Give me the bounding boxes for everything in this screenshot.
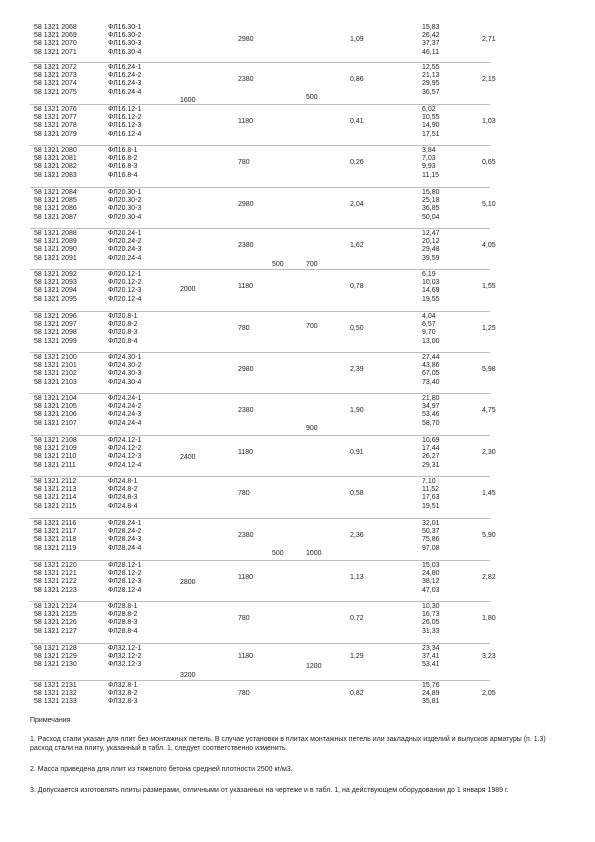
- product-code: 58 1321 2088: [34, 230, 77, 237]
- product-code: 58 1321 2115: [34, 502, 77, 510]
- slab-length: 1180: [238, 574, 254, 582]
- product-code: 58 1321 2103: [34, 378, 77, 386]
- product-code: 58 1321 2083: [34, 171, 77, 179]
- concrete-volume: 1,62: [350, 242, 364, 250]
- concrete-volume: 0,86: [350, 76, 364, 84]
- product-code: 58 1321 2105: [34, 403, 77, 411]
- note-1: 1. Расход стали указан для плит без монтажных петель. В случае установки в плитах монтажных петель или закладных изделий и выпусков арматуры (п. 1.3) расход стали на плиту, указанный в табл. 1, следует соответственно изменить.: [30, 736, 546, 752]
- product-code: 58 1321 2078: [34, 122, 77, 130]
- steel-weight: 10,30: [422, 603, 440, 610]
- slab-mark: ФЛ20.30-2: [108, 197, 142, 205]
- slab-mass: 4,05: [482, 242, 496, 250]
- slab-height: 1000: [306, 550, 322, 557]
- product-code: 58 1321 2087: [34, 213, 77, 221]
- slab-mark: ФЛ28.8-2: [108, 611, 138, 619]
- slab-mark: ФЛ24.30-4: [108, 378, 142, 386]
- row-group-separator: [30, 62, 490, 63]
- steel-weight: 23,34: [422, 645, 440, 652]
- steel-weight: 19,55: [422, 295, 440, 303]
- product-code: 58 1321 2092: [34, 271, 77, 278]
- slab-mass: 1,55: [482, 283, 496, 291]
- note-3: 3. Допускается изготовлять плиты размерами, отличными от указанных на чертеже и в табл. 1, на действующем оборудовании до 1 января 1989 г.: [30, 787, 509, 794]
- steel-weight: 10,03: [422, 279, 440, 287]
- slab-mark: ФЛ24.24-3: [108, 411, 142, 419]
- slab-mass: 1,03: [482, 118, 496, 126]
- product-code: 58 1321 2093: [34, 279, 77, 287]
- steel-weight: 37,41: [422, 653, 440, 661]
- product-code: 58 1321 2085: [34, 197, 77, 205]
- product-code: 58 1321 2069: [34, 32, 77, 40]
- product-code: 58 1321 2133: [34, 698, 77, 706]
- product-code: 58 1321 2096: [34, 313, 77, 320]
- steel-weight: 37,37: [422, 40, 440, 48]
- product-code: 58 1321 2116: [34, 520, 77, 527]
- steel-weight: 9,70: [422, 329, 436, 337]
- steel-weight: 36,85: [422, 205, 440, 213]
- product-code: 58 1321 2070: [34, 40, 77, 48]
- product-code: 58 1321 2072: [34, 64, 77, 71]
- steel-weight: 21,13: [422, 72, 440, 80]
- note-2: 2. Масса приведена для плит из тяжелого бетона средней плотности 2500 кг/м3.: [30, 766, 293, 773]
- slab-mark: ФЛ32.12-2: [108, 653, 142, 661]
- slab-mark: ФЛ20.30-4: [108, 213, 142, 221]
- slab-length: 2980: [238, 36, 254, 44]
- slab-mark: ФЛ24.12-4: [108, 461, 142, 469]
- steel-weight: 29,48: [422, 246, 440, 254]
- product-code: 58 1321 2126: [34, 619, 77, 627]
- slab-mass: 5,10: [482, 201, 496, 209]
- product-code: 58 1321 2068: [34, 24, 77, 31]
- steel-weight: 97,08: [422, 544, 440, 552]
- product-code: 58 1321 2091: [34, 254, 77, 262]
- slab-length: 2980: [238, 366, 254, 374]
- steel-weight: 47,03: [422, 586, 440, 594]
- product-code: 58 1321 2099: [34, 337, 77, 345]
- notes-section: [30, 716, 570, 807]
- product-code: 58 1321 2131: [34, 682, 77, 689]
- slab-mark: ФЛ20.8-2: [108, 321, 138, 329]
- product-code: 58 1321 2129: [34, 653, 77, 661]
- slab-width: 2800: [180, 579, 196, 586]
- steel-weight: 10,69: [422, 437, 440, 444]
- product-code: 58 1321 2097: [34, 321, 77, 329]
- concrete-volume: 2,36: [350, 532, 364, 540]
- slab-mark: ФЛ24.24-4: [108, 419, 142, 427]
- slab-mark: ФЛ16.24-2: [108, 72, 142, 80]
- steel-weight: 36,57: [422, 88, 440, 96]
- slab-width: 1600: [180, 97, 196, 104]
- slab-mark: ФЛ16.8-3: [108, 163, 138, 171]
- slab-length: 1180: [238, 118, 254, 126]
- product-code: 58 1321 2074: [34, 80, 77, 88]
- concrete-volume: 0,50: [350, 325, 364, 333]
- steel-weight: 34,97: [422, 403, 440, 411]
- slab-length: 780: [238, 490, 250, 498]
- product-code: 58 1321 2114: [34, 494, 77, 502]
- slab-mark: ФЛ16.12-2: [108, 114, 142, 122]
- steel-weight: 14,90: [422, 122, 440, 130]
- product-code: 58 1321 2079: [34, 130, 77, 138]
- slab-mark: ФЛ24.12-1: [108, 437, 142, 444]
- slab-mark: ФЛ16.12-4: [108, 130, 142, 138]
- slab-mass: 2,15: [482, 76, 496, 84]
- slab-mark: ФЛ32.12-1: [108, 645, 142, 652]
- slab-mark: ФЛ28.8-1: [108, 603, 138, 610]
- slab-mass: 2,30: [482, 449, 496, 457]
- slab-length: 2380: [238, 242, 254, 250]
- row-group-separator: [30, 476, 490, 477]
- steel-weight: 11,15: [422, 171, 439, 179]
- concrete-volume: 0,91: [350, 449, 364, 457]
- product-code: 58 1321 2104: [34, 395, 77, 402]
- product-code: 58 1321 2128: [34, 645, 77, 652]
- slab-mark: ФЛ16.8-4: [108, 171, 138, 179]
- steel-weight: 26,05: [422, 619, 440, 627]
- steel-weight: 12,47: [422, 230, 440, 237]
- concrete-volume: 0,72: [350, 615, 364, 623]
- slab-mark: ФЛ32.8-3: [108, 698, 138, 706]
- slab-mass: 5,98: [482, 366, 496, 374]
- slab-mass: 2,82: [482, 574, 496, 582]
- steel-weight: 11,52: [422, 486, 439, 494]
- product-code: 58 1321 2086: [34, 205, 77, 213]
- slab-mark: ФЛ24.24-2: [108, 403, 142, 411]
- slab-height: 500: [306, 94, 318, 101]
- concrete-volume: 1,29: [350, 653, 364, 661]
- steel-weight: 15,03: [422, 562, 440, 569]
- row-group-separator: [30, 680, 490, 681]
- steel-weight: 53,46: [422, 411, 440, 419]
- steel-weight: 10,55: [422, 114, 440, 122]
- slab-height: 500: [272, 550, 284, 557]
- steel-weight: 29,95: [422, 80, 440, 88]
- slab-mark: ФЛ28.12-3: [108, 578, 142, 586]
- slab-mark: ФЛ24.30-3: [108, 370, 142, 378]
- product-code: 58 1321 2124: [34, 603, 77, 610]
- product-code: 58 1321 2119: [34, 544, 77, 552]
- slab-mark: ФЛ16.12-1: [108, 106, 142, 113]
- steel-weight: 25,18: [422, 197, 440, 205]
- steel-weight: 17,44: [422, 445, 440, 453]
- steel-weight: 32,01: [422, 520, 440, 527]
- product-code: 58 1321 2090: [34, 246, 77, 254]
- product-code: 58 1321 2125: [34, 611, 77, 619]
- slab-mark: ФЛ32.8-1: [108, 682, 138, 689]
- steel-weight: 16,73: [422, 611, 440, 619]
- slab-mass: 2,05: [482, 690, 496, 698]
- steel-weight: 26,42: [422, 32, 440, 40]
- row-group-separator: [30, 269, 490, 270]
- row-group-separator: [30, 187, 490, 188]
- slab-mark: ФЛ20.24-2: [108, 238, 142, 246]
- steel-weight: 6,57: [422, 321, 436, 329]
- steel-weight: 7,03: [422, 155, 436, 163]
- slab-mark: ФЛ24.8-4: [108, 502, 138, 510]
- slab-mark: ФЛ24.8-3: [108, 494, 138, 502]
- steel-weight: 38,12: [422, 578, 440, 586]
- slab-mark: ФЛ16.30-4: [108, 48, 142, 56]
- slab-width: 2000: [180, 286, 196, 293]
- steel-weight: 15,80: [422, 189, 440, 196]
- steel-weight: 46,11: [422, 48, 439, 56]
- slab-length: 1180: [238, 449, 254, 457]
- concrete-volume: 1,13: [350, 574, 364, 582]
- steel-weight: 53,41: [422, 661, 440, 669]
- product-code: 58 1321 2120: [34, 562, 77, 569]
- slab-mark: ФЛ16.24-1: [108, 64, 142, 71]
- product-code: 58 1321 2100: [34, 354, 77, 361]
- steel-weight: 26,27: [422, 453, 440, 461]
- steel-weight: 4,04: [422, 313, 436, 320]
- slab-mark: ФЛ20.8-1: [108, 313, 138, 320]
- slab-mark: ФЛ20.12-4: [108, 295, 142, 303]
- slab-mark: ФЛ20.24-3: [108, 246, 142, 254]
- slab-length: 1180: [238, 653, 254, 661]
- slab-mass: 1,25: [482, 325, 496, 333]
- row-group-separator: [30, 643, 490, 644]
- steel-weight: 43,86: [422, 362, 440, 370]
- product-code: 58 1321 2111: [34, 461, 76, 469]
- slab-mark: ФЛ20.12-3: [108, 287, 142, 295]
- product-code: 58 1321 2118: [34, 536, 77, 544]
- steel-weight: 31,33: [422, 627, 440, 635]
- steel-weight: 39,59: [422, 254, 440, 262]
- product-code: 58 1321 2113: [34, 486, 77, 494]
- row-group-separator: [30, 393, 490, 394]
- row-group-separator: [30, 435, 490, 436]
- slab-mark: ФЛ16.30-3: [108, 40, 142, 48]
- slab-mark: ФЛ24.8-1: [108, 478, 138, 485]
- steel-weight: 12,55: [422, 64, 440, 71]
- steel-weight: 29,31: [422, 461, 440, 469]
- slab-mark: ФЛ20.30-1: [108, 189, 142, 196]
- slab-mark: ФЛ16.12-3: [108, 122, 142, 130]
- steel-weight: 20,12: [422, 238, 440, 246]
- product-code: 58 1321 2095: [34, 295, 77, 303]
- product-code: 58 1321 2108: [34, 437, 77, 444]
- steel-weight: 58,70: [422, 419, 440, 427]
- concrete-volume: 0,58: [350, 490, 364, 498]
- slab-mark: ФЛ16.30-2: [108, 32, 142, 40]
- slab-height: 700: [306, 261, 318, 268]
- slab-mark: ФЛ24.30-2: [108, 362, 142, 370]
- row-group-separator: [30, 228, 490, 229]
- product-code: 58 1321 2073: [34, 72, 77, 80]
- slab-mark: ФЛ20.8-3: [108, 329, 138, 337]
- slab-mark: ФЛ28.24-3: [108, 536, 142, 544]
- product-code: 58 1321 2102: [34, 370, 77, 378]
- product-code: 58 1321 2075: [34, 88, 77, 96]
- product-code: 58 1321 2098: [34, 329, 77, 337]
- slab-height: 900: [306, 425, 318, 432]
- slab-mark: ФЛ24.12-3: [108, 453, 142, 461]
- steel-weight: 27,44: [422, 354, 440, 361]
- product-code: 58 1321 2089: [34, 238, 77, 246]
- slab-length: 2380: [238, 76, 254, 84]
- product-code: 58 1321 2084: [34, 189, 77, 196]
- product-code: 58 1321 2077: [34, 114, 77, 122]
- row-group-separator: [30, 145, 490, 146]
- steel-weight: 6,19: [422, 271, 436, 278]
- steel-weight: 7,10: [422, 478, 436, 485]
- product-code: 58 1321 2080: [34, 147, 77, 154]
- slab-mark: ФЛ28.12-4: [108, 586, 142, 594]
- steel-weight: 14,69: [422, 287, 440, 295]
- slab-mark: ФЛ24.24-1: [108, 395, 142, 402]
- slab-length: 780: [238, 690, 250, 698]
- product-code: 58 1321 2106: [34, 411, 77, 419]
- slab-length: 2380: [238, 532, 254, 540]
- steel-weight: 50,04: [422, 213, 440, 221]
- steel-weight: 35,81: [422, 698, 440, 706]
- slab-height: 700: [306, 323, 318, 330]
- product-code: 58 1321 2107: [34, 419, 77, 427]
- slab-mark: ФЛ20.8-4: [108, 337, 138, 345]
- slab-mark: ФЛ28.24-2: [108, 528, 142, 536]
- product-code: 58 1321 2123: [34, 586, 77, 594]
- slab-length: 1180: [238, 283, 254, 291]
- slab-mass: 1,45: [482, 490, 496, 498]
- notes-heading: Примечания: [30, 717, 71, 724]
- slab-length: 2380: [238, 407, 254, 415]
- row-group-separator: [30, 560, 490, 561]
- product-code: 58 1321 2101: [34, 362, 77, 370]
- concrete-volume: 0,41: [350, 118, 364, 126]
- product-code: 58 1321 2127: [34, 627, 77, 635]
- steel-weight: 73,40: [422, 378, 440, 386]
- slab-mark: ФЛ28.24-4: [108, 544, 142, 552]
- slab-length: 2980: [238, 201, 254, 209]
- slab-length: 780: [238, 159, 250, 167]
- steel-weight: 13,00: [422, 337, 440, 345]
- slab-length: 780: [238, 325, 250, 333]
- slab-mark: ФЛ24.12-2: [108, 445, 142, 453]
- steel-weight: 21,80: [422, 395, 440, 402]
- row-group-separator: [30, 311, 490, 312]
- product-code: 58 1321 2117: [34, 528, 77, 536]
- concrete-volume: 1,09: [350, 36, 364, 44]
- steel-weight: 24,80: [422, 570, 440, 578]
- product-code: 58 1321 2109: [34, 445, 77, 453]
- slab-mark: ФЛ32.8-2: [108, 690, 138, 698]
- steel-weight: 3,84: [422, 147, 436, 154]
- concrete-volume: 0,26: [350, 159, 364, 167]
- slab-mass: 5,90: [482, 532, 496, 540]
- slab-mark: ФЛ16.8-2: [108, 155, 138, 163]
- slab-mark: ФЛ28.12-1: [108, 562, 142, 569]
- slab-mark: ФЛ28.8-3: [108, 619, 138, 627]
- row-group-separator: [30, 518, 490, 519]
- product-code: 58 1321 2110: [34, 453, 77, 461]
- slab-width: 2400: [180, 454, 196, 461]
- product-code: 58 1321 2122: [34, 578, 77, 586]
- slab-mark: ФЛ20.12-2: [108, 279, 142, 287]
- steel-weight: 67,05: [422, 370, 440, 378]
- slab-height: 1200: [306, 663, 322, 670]
- steel-weight: 9,93: [422, 163, 436, 171]
- slab-mass: 1,80: [482, 615, 496, 623]
- slab-mark: ФЛ20.24-1: [108, 230, 142, 237]
- steel-weight: 15,83: [422, 24, 440, 31]
- slab-mass: 4,75: [482, 407, 496, 415]
- steel-weight: 24,89: [422, 690, 440, 698]
- product-code: 58 1321 2082: [34, 163, 77, 171]
- slab-mark: ФЛ28.8-4: [108, 627, 138, 635]
- slab-mark: ФЛ20.30-3: [108, 205, 142, 213]
- row-group-separator: [30, 601, 490, 602]
- product-code: 58 1321 2071: [34, 48, 77, 56]
- steel-weight: 75,86: [422, 536, 440, 544]
- slab-mass: 2,71: [482, 36, 496, 44]
- slab-mark: ФЛ28.12-2: [108, 570, 142, 578]
- slab-mark: ФЛ16.8-1: [108, 147, 138, 154]
- slab-mark: ФЛ24.8-2: [108, 486, 138, 494]
- slab-mark: ФЛ28.24-1: [108, 520, 142, 527]
- concrete-volume: 0,82: [350, 690, 364, 698]
- slab-mark: ФЛ20.12-1: [108, 271, 142, 278]
- product-code: 58 1321 2121: [34, 570, 77, 578]
- concrete-volume: 2,39: [350, 366, 364, 374]
- slab-mark: ФЛ16.24-3: [108, 80, 142, 88]
- slab-length: 780: [238, 615, 250, 623]
- steel-weight: 6,02: [422, 106, 436, 113]
- concrete-volume: 2,04: [350, 201, 364, 209]
- product-code: 58 1321 2081: [34, 155, 77, 163]
- concrete-volume: 0,78: [350, 283, 364, 291]
- slab-mark: ФЛ24.30-1: [108, 354, 142, 361]
- steel-weight: 15,76: [422, 682, 440, 689]
- steel-weight: 17,51: [422, 130, 440, 138]
- product-code: 58 1321 2112: [34, 478, 77, 485]
- product-code: 58 1321 2132: [34, 690, 77, 698]
- steel-weight: 17,63: [422, 494, 440, 502]
- slab-height: 500: [272, 261, 284, 268]
- product-code: 58 1321 2076: [34, 106, 77, 113]
- slab-mark: ФЛ32.12-3: [108, 661, 142, 669]
- slab-mark: ФЛ16.30-1: [108, 24, 142, 31]
- product-code: 58 1321 2130: [34, 661, 77, 669]
- slab-mark: ФЛ16.24-4: [108, 88, 142, 96]
- product-code: 58 1321 2094: [34, 287, 77, 295]
- slab-mass: 3,23: [482, 653, 496, 661]
- concrete-volume: 1,90: [350, 407, 364, 415]
- row-group-separator: [30, 352, 490, 353]
- slab-mass: 0,65: [482, 159, 496, 167]
- slab-width: 3200: [180, 672, 196, 679]
- steel-weight: 50,37: [422, 528, 440, 536]
- steel-weight: 19,51: [422, 502, 440, 510]
- row-group-separator: [30, 104, 490, 105]
- slab-mark: ФЛ20.24-4: [108, 254, 142, 262]
